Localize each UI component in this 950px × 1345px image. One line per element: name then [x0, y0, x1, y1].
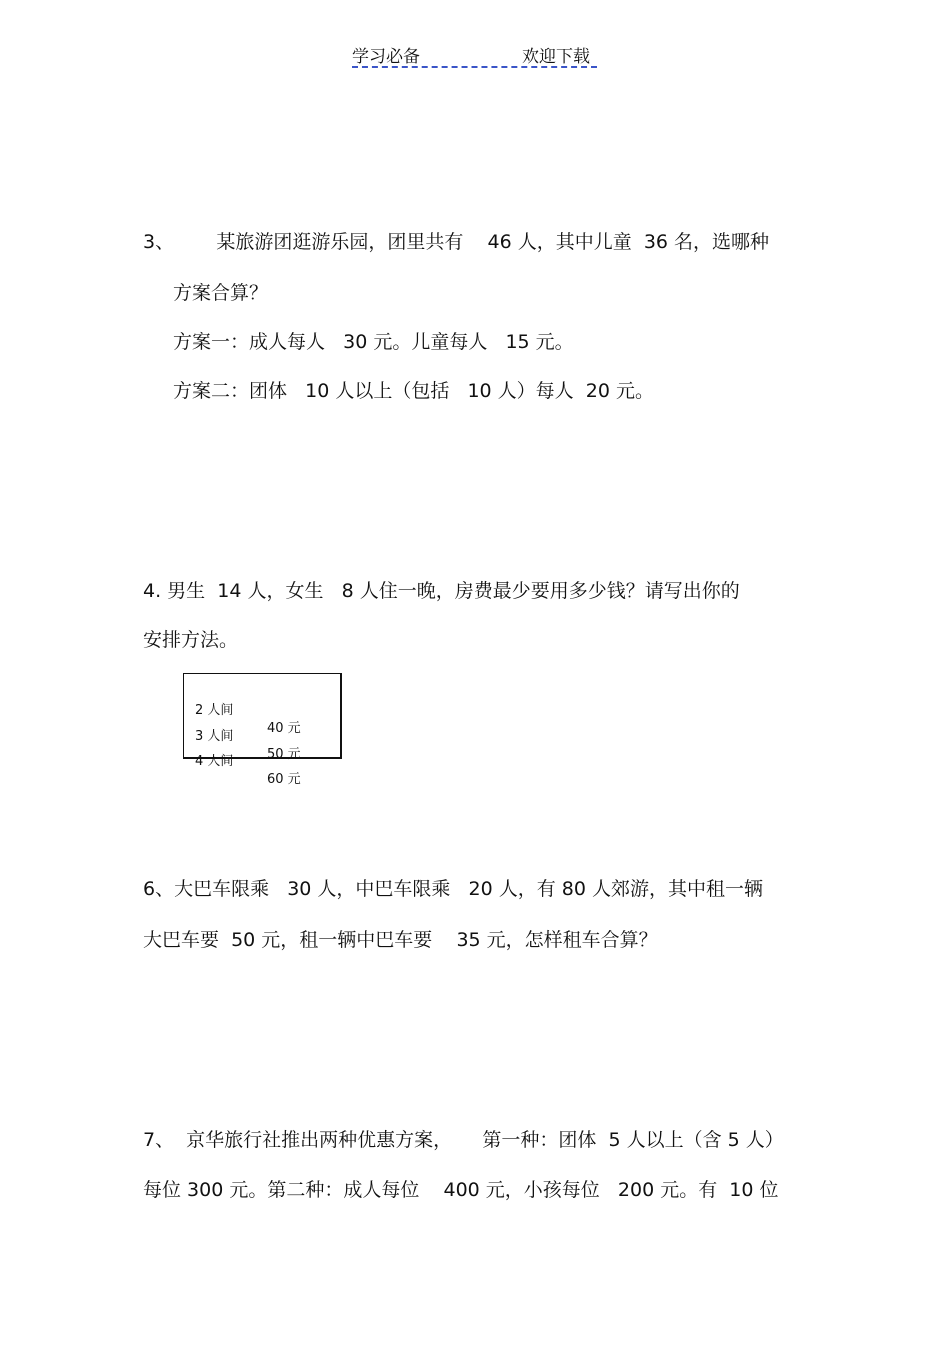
q4-line-1: 4. 男生 14 人，女生 8 人住一晚，房费最少要用多少钱？请写出你的 — [143, 580, 740, 602]
q7-line-2: 每位 300 元。第二种：成人每位 400 元，小孩每位 200 元。有 10 位 — [143, 1179, 779, 1201]
header-right-text: 欢迎下载 — [522, 47, 590, 67]
q3-line-4: 方案二：团体 10 人以上（包括 10 人）每人 20 元。 — [173, 380, 654, 402]
q3-line-3: 方案一：成人每人 30 元。儿童每人 15 元。 — [173, 331, 574, 353]
room-type: 2 人间 — [195, 703, 234, 718]
room-price: 60 元 — [267, 772, 301, 787]
room-price: 50 元 — [267, 747, 301, 762]
q7-line-1: 7、 京华旅行社推出两种优惠方案， 第一种：团体 5 人以上（含 5 人） — [143, 1129, 784, 1151]
page-header — [352, 40, 597, 68]
header-left-text: 学习必备 — [352, 47, 420, 67]
room-price-table — [183, 673, 342, 787]
q4-line-2: 安排方法。 — [143, 629, 239, 651]
q6-line-1: 6、大巴车限乘 30 人，中巴车限乘 20 人，有 80 人郊游，其中租一辆 — [143, 878, 764, 900]
room-type: 4 人间 — [195, 754, 234, 769]
q3-line-1: 3、 某旅游团逛游乐园，团里共有 46 人，其中儿童 36 名，选哪种 — [143, 231, 770, 253]
room-price: 40 元 — [267, 721, 301, 736]
room-type: 3 人间 — [195, 729, 234, 744]
q6-line-2: 大巴车要 50 元，租一辆中巴车要 35 元，怎样租车合算？ — [143, 929, 658, 951]
q3-line-2: 方案合算？ — [173, 282, 269, 304]
